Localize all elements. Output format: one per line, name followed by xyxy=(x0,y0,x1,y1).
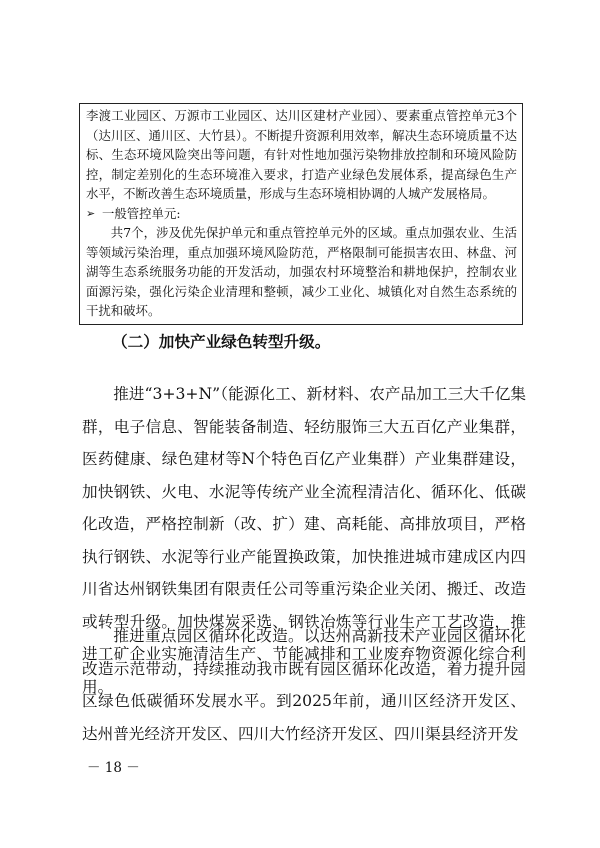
bullet-body-text: 共7个，涉及优先保护单元和重点管控单元外的区域。重点加强农业、生活等领域污染治理，重点加强环境风险防范，严格限制可能损害农田、林盘、河湖等生态系统服务功能的开发活动，加强农村环境整治和耕地保护，控制农业面源污染，强化污染企业清理和整顿，减少工业化、城镇化对自然生态系统的干扰和破坏。 xyxy=(86,225,517,318)
bullet-heading xyxy=(86,204,517,224)
management-unit-textbox xyxy=(79,103,523,325)
paragraph-industry-clusters: 推进“3+3+N”（能源化工、新材料、农产品加工三大千亿集群，电子信息、智能装备制造、轻纺服饰三大五百亿产业集群，医药健康、绿色建材等N个特色百亿产业集群）产业集群建设，加快钢铁、火电、水泥等传统产业全流程清洁化、循环化、低碳化改造，严格控制新（改、扩）建、高耗能、高排放项目，严格执行钢铁、水泥等行业产能置换政策，加快推进城市建成区内四川省达州钢铁集团有限责任公司等重污染企业关闭、搬迁、改造或转型升级。加快煤炭采选、钢铁冶炼等行业生产工艺改造，推进工矿企业实施清洁生产、节能减排和工业废弃物资源化综合利用。 xyxy=(82,385,526,696)
arrow-bullet-icon: ➢ xyxy=(86,206,96,220)
box-continued-text: 李渡工业园区、万源市工业园区、达川区建材产业园）、要素重点管控单元3个（达川区、通川区、大竹县）。不断提升资源利用效率，解决生态环境质量不达标、生态环境风险突出等问题，有针对性地加强污染物排放控制和环境风险防控，制定差别化的生态环境准入要求，打造产业绿色发展体系，提高绿色生产水平，不断改善生态环境质量，形成与生态环境相协调的人城产发展格局。 xyxy=(86,108,517,201)
section-heading: （二）加快产业绿色转型升级。 xyxy=(112,332,331,351)
paragraph-park-recycling: 推进重点园区循环化改造。以达州高新技术产业园区循环化改造示范带动，持续推动我市既有园区循环化改造，着力提升园区绿色低碳循环发展水平。到2025年前，通川区经济开发区、达州普光经济开发区、四川大竹经济开发区、四川渠县经济开发 xyxy=(82,627,526,743)
page-number: － 18 － xyxy=(87,760,140,776)
bullet-title: 一般管控单元: xyxy=(102,205,181,221)
